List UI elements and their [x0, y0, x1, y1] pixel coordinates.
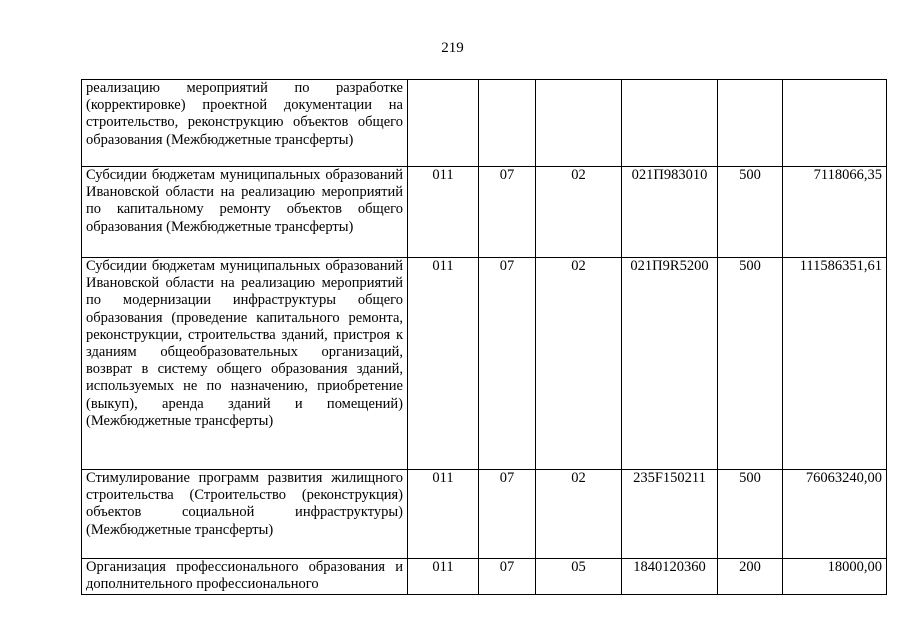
- expense-type-code: 500: [718, 258, 783, 470]
- ministry-code: 011: [408, 258, 479, 470]
- table-row: [82, 167, 887, 258]
- section-code: 07: [479, 167, 536, 258]
- subsection-code: 02: [536, 167, 622, 258]
- target-article-code: 1840120360: [622, 559, 718, 595]
- amount: 7118066,35: [783, 167, 887, 258]
- section-code: [479, 80, 536, 167]
- row-description: Стимулирование программ развития жилищного строительства (Строительство (реконструкция) объектов социальной инфраструктуры) (Межбюджетные трансферты): [82, 470, 408, 559]
- subsection-code: 02: [536, 258, 622, 470]
- expense-type-code: 200: [718, 559, 783, 595]
- section-code: 07: [479, 470, 536, 559]
- amount: 111586351,61: [783, 258, 887, 470]
- target-article-code: 021П983010: [622, 167, 718, 258]
- expense-type-code: 500: [718, 470, 783, 559]
- section-code: 07: [479, 258, 536, 470]
- target-article-code: 021П9R5200: [622, 258, 718, 470]
- subsection-code: [536, 80, 622, 167]
- ministry-code: 011: [408, 559, 479, 595]
- budget-table: [81, 79, 887, 595]
- table-row: [82, 80, 887, 167]
- page-number: 219: [441, 40, 464, 56]
- table-row: [82, 258, 887, 470]
- row-description: Субсидии бюджетам муниципальных образований Ивановской области на реализацию мероприятий по модернизации инфраструктуры общего образования (проведение капитального ремонта, реконструкции, строительства зданий, пристроя к зданиям общеобразовательных организаций, возврат в систему общего образования зданий, используемых не по назначению, приобретение (выкуп), аренда зданий и помещений) (Межбюджетные трансферты): [82, 258, 408, 470]
- row-description: Субсидии бюджетам муниципальных образований Ивановской области на реализацию мероприятий по капитальному ремонту объектов общего образования (Межбюджетные трансферты): [82, 167, 408, 258]
- expense-type-code: [718, 80, 783, 167]
- ministry-code: [408, 80, 479, 167]
- table-row: [82, 559, 887, 595]
- row-description: Организация профессионального образования и дополнительного профессионального: [82, 559, 408, 595]
- amount: [783, 80, 887, 167]
- row-description: реализацию мероприятий по разработке (корректировке) проектной документации на строительство, реконструкцию объектов общего образования (Межбюджетные трансферты): [82, 80, 408, 167]
- target-article-code: 235F150211: [622, 470, 718, 559]
- amount: 18000,00: [783, 559, 887, 595]
- table-row: [82, 470, 887, 559]
- subsection-code: 05: [536, 559, 622, 595]
- amount: 76063240,00: [783, 470, 887, 559]
- ministry-code: 011: [408, 470, 479, 559]
- target-article-code: [622, 80, 718, 167]
- expense-type-code: 500: [718, 167, 783, 258]
- section-code: 07: [479, 559, 536, 595]
- subsection-code: 02: [536, 470, 622, 559]
- ministry-code: 011: [408, 167, 479, 258]
